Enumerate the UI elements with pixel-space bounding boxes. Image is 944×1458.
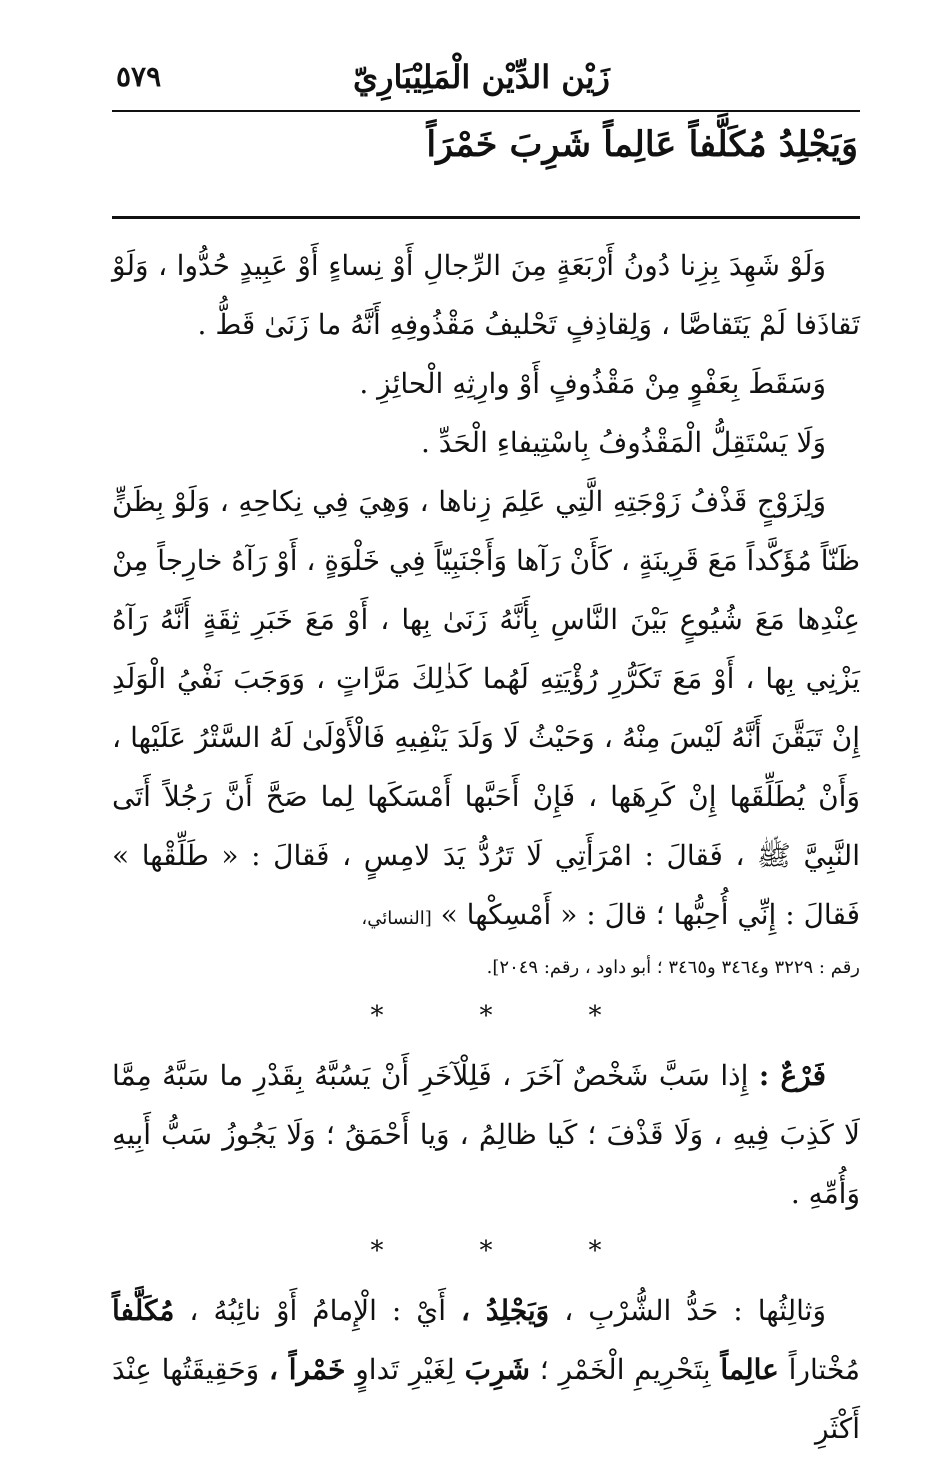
drinking-text: بِتَحْرِيمِ الْخَمْرِ ؛ xyxy=(539,1353,711,1386)
paragraph-execution: وَلَا يَسْتَقِلُّ الْمَقْذُوفُ بِاسْتِيفاءِ الْحَدِّ . xyxy=(420,426,826,459)
drinking-term: عالِماً xyxy=(720,1353,779,1386)
separator-star: * xyxy=(370,1001,384,1031)
drinking-term: وَيَجْلِدُ ، xyxy=(460,1294,550,1327)
branch-label: فَرْعٌ : xyxy=(758,1059,827,1092)
drinking-text: لِغَيْرِ تَداوٍ xyxy=(355,1353,455,1386)
paragraph-witness: وَلَوْ شَهِدَ بِزِنا دُونُ أَرْبَعَةٍ مِنَ الرِّجالِ أَوْ نِساءٍ أَوْ عَبِيدٍ حُدُّوا ، وَلَوْ تَقاذَفا لَمْ يَتَقاصَّا ، وَلِقاذِفٍ تَحْليفُ مَقْذُوفِهِ أَنَّهُ ما زَنَىٰ قَطُّ . xyxy=(112,249,860,341)
drinking-text: مُخْتاراً xyxy=(788,1353,861,1386)
page-header xyxy=(112,52,860,108)
paragraph-branch xyxy=(112,1046,860,1223)
paragraph-husband-text: وَلِزَوْجٍ قَذْفُ زَوْجَتِهِ الَّتِي عَلِمَ زِناها ، وَهِيَ فِي نِكاحِهِ ، وَلَوْ بِظَنٍّ ظَنّاً مُؤَكَّداً مَعَ قَرِينَةٍ ، كَأَنْ رَآها وَأَجْنَبِيّاً فِي خَلْوَةٍ ، أَوْ رَآهُ خارِجاً مِنْ عِنْدِها مَعَ شُيُوعٍ بَيْنَ النَّاسِ بِأَنَّهُ زَنَىٰ بِها ، أَوْ مَعَ خَبَرِ ثِقَةٍ أَنَّهُ رَآهُ يَزْنِي بِها ، أَوْ مَعَ تَكَرُّرِ رُؤْيَتِهِ لَهُما كَذٰلِكَ مَرَّاتٍ ، وَوَجَبَ نَفْيُ الْوَلَدِ إِنْ تَيَقَّنَ أَنَّهُ لَيْسَ مِنْهُ ، وَحَيْثُ لَا وَلَدَ يَنْفِيهِ فَالْأَوْلَىٰ لَهُ السَّتْرُ عَلَيْها ، وَأَنْ يُطَلِّقَها إِنْ كَرِهَها ، فَإِنْ أَحَبَّها أَمْسَكَها لِما صَحَّ أَنَّ رَجُلاً أَتَى النَّبِيَّ ﷺ ، فَقالَ : امْرَأَتِي لَا تَرُدُّ يَدَ لامِسٍ ، فَقالَ : « طَلِّقْها » فَقالَ : إِنِّي أُحِبُّها ؛ قالَ : « أَمْسِكْها » xyxy=(112,485,860,931)
paragraph-drinking xyxy=(112,1281,860,1458)
drinking-term: مُكَلَّفاً xyxy=(112,1294,175,1327)
drinking-term: شَرِبَ xyxy=(464,1353,530,1386)
commentary-text xyxy=(112,236,860,1458)
separator-star: * xyxy=(479,1236,493,1266)
separator-star: * xyxy=(479,1001,493,1031)
section-separator xyxy=(112,1231,860,1271)
section-separator xyxy=(112,996,860,1036)
separator-star: * xyxy=(588,1236,602,1266)
drinking-text: أَيْ : الْإِمامُ أَوْ نائِبُهُ ، xyxy=(189,1294,446,1327)
drinking-text: وَحَقِيقَتُها عِنْدَ أَكْثَرِ xyxy=(112,1353,860,1445)
separator-star: * xyxy=(370,1236,384,1266)
drinking-start: وَثالِثُها : xyxy=(733,1294,826,1327)
separator-star: * xyxy=(588,1001,602,1031)
page-number: ٥٧٩ xyxy=(116,60,162,93)
verse-rule xyxy=(112,216,860,219)
citation-opening: [النسائي، xyxy=(361,908,432,929)
paragraph-husband xyxy=(112,472,860,948)
running-title: زَيْن الدِّيْن الْمَلِيْبَارِيّ xyxy=(353,58,610,96)
hadith-reference: رقم : ٣٢٢٩ و٣٤٦٤ و٣٤٦٥ ؛ أبو داود ، رقم: ٢٠٤٩]. xyxy=(486,957,860,978)
drinking-term: حَدُّ الشُّرْبِ ، xyxy=(564,1294,719,1327)
paragraph-pardon: وَسَقَطَ بِعَفْوٍ مِنْ مَقْذُوفٍ أَوْ وارِثِهِ الْحائِزِ . xyxy=(359,367,826,400)
header-rule xyxy=(112,110,860,112)
drinking-term: خَمْراً ، xyxy=(269,1353,346,1386)
branch-text: إِذا سَبَّ شَخْصٌ آخَرَ ، فَلِلْآخَرِ أَنْ يَسُبَّهُ بِقَدْرِ ما سَبَّهُ مِمَّا لَا كَذِبَ فِيهِ ، وَلَا قَذْفَ ؛ كَيا ظالِمُ ، وَيا أَحْمَقُ ؛ وَلَا يَجُوزُ سَبُّ أَبِيهِ وَأُمِّهِ . xyxy=(112,1059,860,1210)
verse-line: وَيَجْلِدُ مُكَلَّفاً عَالِماً شَرِبَ خَمْرَاً xyxy=(426,124,858,165)
